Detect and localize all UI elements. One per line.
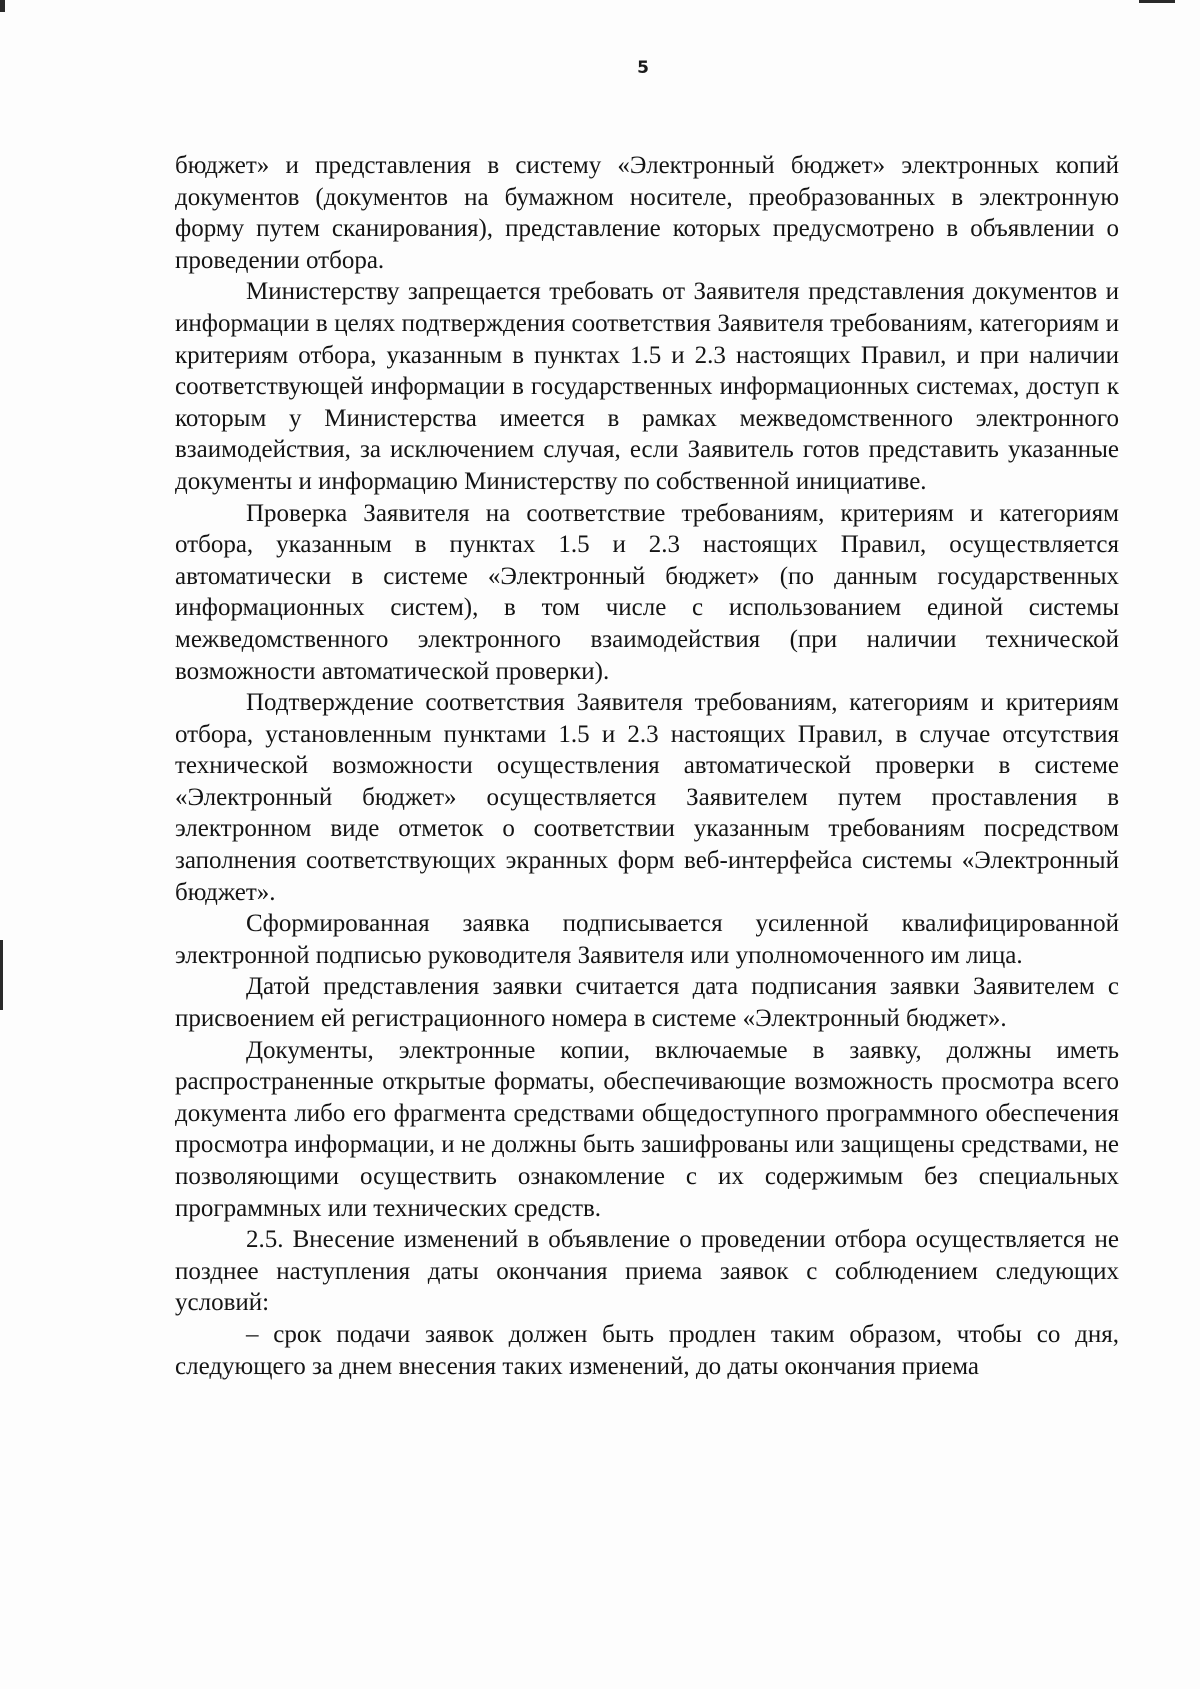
paragraph: бюджет» и представления в систему «Электронный бюджет» электронных копий документов (документов на бумажном носителе, преобразованных в электронную форму путем сканирования), представление которых предусмотрено в объявлении о проведении отбора. — [175, 152, 1119, 274]
paragraph: Министерству запрещается требовать от Заявителя представления документов и информации в целях подтверждения соответствия Заявителя требованиям, категориям и критериям отбора, указанным в пунктах 1.5 и 2.3 настоящих Правил, и при наличии соответствующей информации в государственных информационных системах, доступ к которым у Министерства имеется в рамках межведомственного электронного взаимодействия, за исключением случая, если Заявитель готов представить указанные документы и информацию Министерству по собственной инициативе. — [175, 278, 1119, 495]
scan-edge-mark — [0, 940, 3, 1010]
paragraph: 2.5. Внесение изменений в объявление о проведении отбора осуществляется не позднее наступления даты окончания приема заявок с соблюдением следующих условий: — [175, 1226, 1119, 1317]
document-body — [175, 150, 1119, 1382]
scan-edge-mark — [1139, 0, 1175, 3]
scan-edge-mark — [0, 0, 5, 12]
paragraph: Датой представления заявки считается дата подписания заявки Заявителем с присвоением ей регистрационного номера в системе «Электронный бюджет». — [175, 973, 1119, 1033]
paragraph: Подтверждение соответствия Заявителя требованиям, категориям и критериям отбора, установленным пунктами 1.5 и 2.3 настоящих Правил, в случае отсутствия технической возможности осуществления автоматической проверки в системе «Электронный бюджет» осуществляется Заявителем путем проставления в электронном виде отметок о соответствии указанным требованиям посредством заполнения соответствующих экранных форм веб-интерфейса системы «Электронный бюджет». — [175, 689, 1119, 906]
paragraph: Сформированная заявка подписывается усиленной квалифицированной электронной подписью руководителя Заявителя или уполномоченного им лица. — [175, 910, 1119, 969]
paragraph: – срок подачи заявок должен быть продлен таким образом, чтобы со дня, следующего за днем внесения таких изменений, до даты окончания приема — [175, 1320, 1119, 1380]
paragraph: Проверка Заявителя на соответствие требованиям, критериям и категориям отбора, указанным в пунктах 1.5 и 2.3 настоящих Правил, осуществляется автоматически в системе «Электронный бюджет» (по данным государственных информационных систем), в том числе с использованием единой системы межведомственного электронного взаимодействия (при наличии технической возможности автоматической проверки). — [175, 499, 1119, 685]
page-number: 5 — [637, 58, 649, 78]
paragraph: Документы, электронные копии, включаемые в заявку, должны иметь распространенные открытые форматы, обеспечивающие возможность просмотра всего документа либо его фрагмента средствами общедоступного программного обеспечения просмотра информации, и не должны быть зашифрованы или защищены средствами, не позволяющими осуществить ознакомление с их содержимым без специальных программных или технических средств. — [175, 1036, 1119, 1222]
